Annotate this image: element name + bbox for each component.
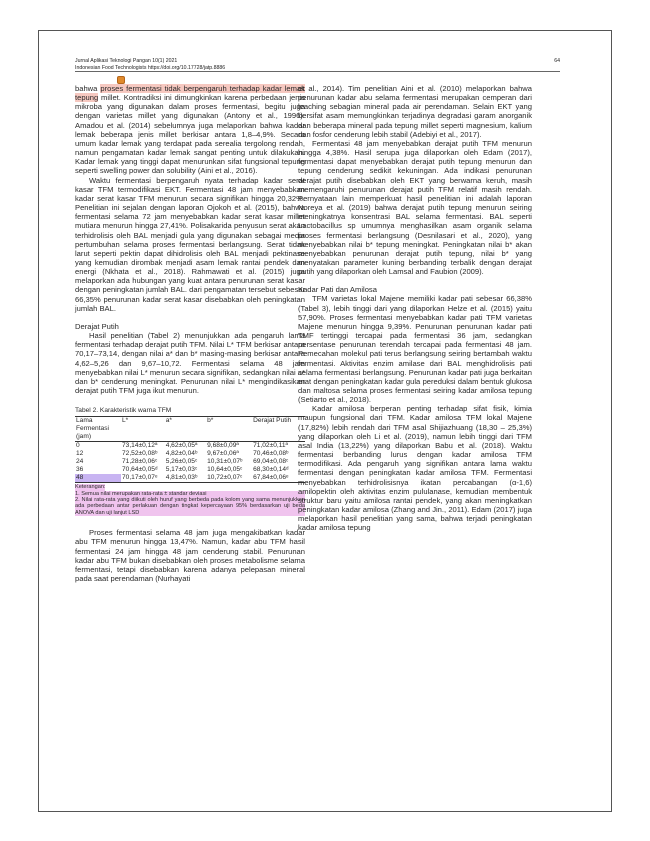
table-row [75,466,305,474]
table-cell: 70,64±0,05ᵈ [122,466,158,474]
table-cell: 12 [76,450,84,458]
paragraph-whiteness: Hasil penelitian (Tabel 2) menunjukkan ada pengaruh lama fermentasi terhadap derajat putih TFM. Nilai L* TFM berkisar antara 70,17–73,14, dengan nilai a* dan b* masing-masing berkisar antara 4,62–5,26 dan 9,67–10,72. Fermentasi selama 48 jam menyebabkan nilai L* menurun secara signifikan, sedangkan nilai a* dan b* cenderung meningkat. Penurunan nilai L* mengindikasikan derajat putih TFM juga ikut menurun. [75,331,305,395]
table-cell: 71,28±0,06ᶜ [122,458,158,466]
highlighted-text[interactable]: proses fermentasi tidak berpengaruh terhadap kadar lemak tepung [75,84,305,103]
paragraph-fat-rest: millet. Kontradiksi ini dimungkinkan karena perbedaan jenis mikroba yang digunakan dalam proses fermentasi, begitu juga dengan varietas millet yang digunakan (Antony et al., 1996). Amadou et al. (2014) sebelumnya juga melaporkan bahwa kadar lemak beberapa jenis millet berkisar antara 1,8–4,9%. Secara umum kadar lemak yang terdapat pada serealia tergolong rendah, namun pengamatan kadar lemak sangat penting untuk dilakukan. Kadar lemak yang tinggi dapat menurunkan sifat fungsional tepung seperti swelling power dan solubility (Aini et al., 2016). [75,93,305,176]
color-table [75,416,305,483]
table-cell: 10,64±0,05ᶜ [207,466,243,474]
table-cell: 67,84±0,06ᵉ [253,474,289,482]
table-header: Lama Fermentasi (jam) [76,417,109,441]
right-column [298,84,532,533]
table-note[interactable]: 1. Semua nilai merupakan rata-rata ± standar deviasi [75,491,305,497]
paragraph-fat [75,84,305,176]
journal-line-2: Indonesian Food Technologists https://doi.org/10.17728/jatp.8886 [75,64,226,71]
page-number: 64 [554,58,560,64]
table-cell: 24 [76,458,84,466]
table-cell: 72,52±0,08ᵇ [122,450,158,458]
table-header: a* [165,417,172,425]
table-cell: 5,26±0,05ᶜ [165,458,198,466]
table-cell: 0 [76,442,80,450]
table-header: Derajat Putih [253,417,292,425]
table-header: b* [207,417,214,425]
left-column [75,84,305,583]
paragraph-fiber: Waktu fermentasi berpengaruh nyata terhadap kadar serat kasar TFM termodifikasi EKT. Fermentasi 48 jam menyebabkan kadar serat kasar TFM menurun secara signifikan hingga 20,32%. Penelitian ini sejalan dengan laporan Ojokoh et al. (2015), bahwa fermentasi selama 72 jam menyebabkan kadar serat kasar millet mutiara menurun hingga 27,41%. Polisakarida penyusun serat akan terhidrolisis oleh BAL menjadi gula yang digunakan sebagai media pertumbuhan selama proses fermentasi berlangsung. Serat tidak larut seperti pektin dapat dihidrolisis oleh BAL menjadi pektinase yang kemudian dirombak menjadi asam lemak rantai pendek dan energi (Nkhata et al., 2018). Rahmawati et al. (2015) juga melaporkan ada hubungan yang kuat antara penurunan serat kasar dengan peningkatan jumlah BAL. dari pengamatan tersebut sebesar 66,35% penurunan kadar serat kasar disebabkan oleh peningkatan jumlah BAL. [75,175,305,313]
table-cell: 71,02±0,11ª [253,442,288,450]
table-notes [75,484,305,516]
table-cell: 73,14±0,12ª [122,442,158,450]
journal-line-1: Jurnal Aplikasi Teknologi Pangan 10(1) 2021 [75,58,178,64]
table-cell[interactable]: 48 [75,474,121,483]
paragraph-fat-start: bahwa [75,84,101,93]
table-note[interactable]: 2. Nilai rata-rata yang diikuti oleh huruf yang berbeda pada kolom yang sama menunjukkan ada perbedaan antar perlakuan dengan tingkat kepercayaan 95% berdasarkan uji beda ANOVA dan uji lanjut LSD [75,496,305,516]
table-cell: 4,82±0,04ᵇ [165,450,198,458]
section-heading-starch: Kadar Pati dan Amilosa [298,285,377,295]
paragraph-ash-continued: et al., 2014). Tim penelitian Aini et al. (2010) melaporkan bahwa penurunan kadar abu selama fermentasi merupakan cemperan dari leaching sebagian mineral pada air perendaman. Selain EKT yang bersifat asam memungkinkan terjadinya degradasi garam anorganik dan beberapa mineral pada tepung millet seperti magnesium, kalium dan fosfor cenderung lebih stabil (Adebiyi et al., 2017). [298,84,532,139]
table-cell: 10,72±0,07ᶜ [207,474,243,482]
table-cell: 9,68±0,09ª [207,442,239,450]
table-row [75,458,305,466]
table-title: Tabel 2. Karakteristik warna TFM [75,407,172,415]
journal-info [75,58,225,71]
paragraph-ash: Proses fermentasi selama 48 jam juga mengakibatkan kadar abu TFM menurun hingga 13,47%. Namun, kadar abu TFM hasil fermentasi 24 jam hingga 48 jam cenderung stabil. Penurunan kadar abu TFM bukan disebabkan oleh proses metabolisme selama fermentasi, tetapi disebabkan karena adanya pelepasan mineral pada saat perendaman (Nurhayati [75,528,305,583]
comment-marker-icon[interactable] [117,76,125,84]
paragraph-whiteness-discussion: Fermentasi 48 jam menyebabkan derajat putih TFM menurun hingga 4,38%. Hasil serupa juga dilaporkan oleh Edam (2017), fermentasi dapat menyebabkan derajat putih tepung menurun dan tepung cenderung sedikit kekuningan. Ada indikasi penurunan derajat putih disebabkan oleh EKT yang berwarna keruh, masih memengaruhi penurunan derajat putih TFM relatif masih rendah. Pernyataan lain memperkuat hasil penelitian ini adalah laporan Noreya et al. (2019) bahwa derajat putih tepung menurun seiring meningkatnya konsentrasi BAL selama fermentasi. BAL seperti Lactobacillus sp umumnya menghasilkan asam organik selama proses fermentasi berlangsung (Desnilasari et al., 2020), yang menyebabkan nilai b* tepung meningkat. Peningkatan nilai b* akan menyebabkan penurunan derajat putih tepung, nilai b* yang menyatakan parameter kuning berbanding terbalik dengan derajat putih yang dilaporkan oleh Lamsal and Faubion (2009). [298,138,532,277]
table-cell: 70,46±0,08ᵇ [253,450,289,458]
header-divider [75,71,560,72]
table-cell: 10,31±0,07ᵇ [207,458,243,466]
table-cell: 69,04±0,08ᶜ [253,458,289,466]
table-row [75,442,305,451]
table-color [75,407,305,516]
paragraph-amylose: Kadar amilosa berperan penting terhadap sifat fisik, kimia maupun fungsional dari TFM. Kadar amilosa TFM lokal Majene (17,82%) lebih rendah dari TFM asal Shijiazhuang (18,30 – 25,3%) yang dilaporkan oleh Li et al. (2019), namun lebih tinggi dari TFM asal India (13,22%) yang dilaporkan Babu et al. (2018). Waktu fermentasi berbanding lurus dengan kadar amilosa TFM termodifikasi. Ada pengaruh yang signifikan antara lama waktu fermentasi dengan peningkatan kadar amilosa TFM. Fermentasi menyebabkan terhidrolisisnya ikatan percabangan (α-1,6) amilopektin oleh aktivitas enzim pululanase, kemudian membentuk struktur baru yaitu amilosa rantai pendek, yang akan meningkatkan peningkatan kadar amilosa (Zhang and Jin., 2011). Edam (2017) juga melaporkan hasil penelitian yang sama, bahwa terjadi peningkatan kadar amilosa tepung [298,404,532,533]
table-cell: 4,81±0,03ᵇ [165,474,198,482]
table-row [75,474,305,483]
notes-label[interactable]: Keterangan: [75,484,106,491]
table-cell: 70,17±0,07ᵉ [122,474,158,482]
paragraph-starch: TFM varietas lokal Majene memiliki kadar pati sebesar 66,38% (Tabel 3), lebih tinggi dari yang dilaporkan Helze et al. (2015) yaitu 57,90%. Proses fermentasi menyebabkan kadar pati TFM varietas Majene menurun hingga 9,39%. Penurunan penurunan kadar pati TMF tertinggi tercapai pada fermentasi 36 jam, sedangkan persentase penurunan terendah tercapai pada fermentasi 48 jam. Pemecahan molekul pati terus berlangsung seiring bertambah waktu fermentasi. Aktivitas enzim amilase dari BAL menghidrolisis pati selama fermentasi berlangsung. Penurunan kadar pati juga berkaitan erat dengan peningkatan kadar gula pereduksi dalam bentuk glukosa dan maltosa selama proses fermentasi seiring kadar amilosa tepung (Setiarto et al., 2018). [298,294,532,405]
page-header [75,58,560,71]
table-header-row [75,417,305,442]
table-row [75,450,305,458]
section-heading-whiteness: Derajat Putih [75,321,119,331]
table-cell: 5,17±0,03ᶜ [165,466,198,474]
table-cell: 68,30±0,14ᵈ [253,466,289,474]
table-cell: 4,62±0,05ª [165,442,198,450]
table-cell: 9,67±0,06ª [207,450,239,458]
table-cell: 36 [76,466,84,474]
table-header: L* [122,417,129,425]
